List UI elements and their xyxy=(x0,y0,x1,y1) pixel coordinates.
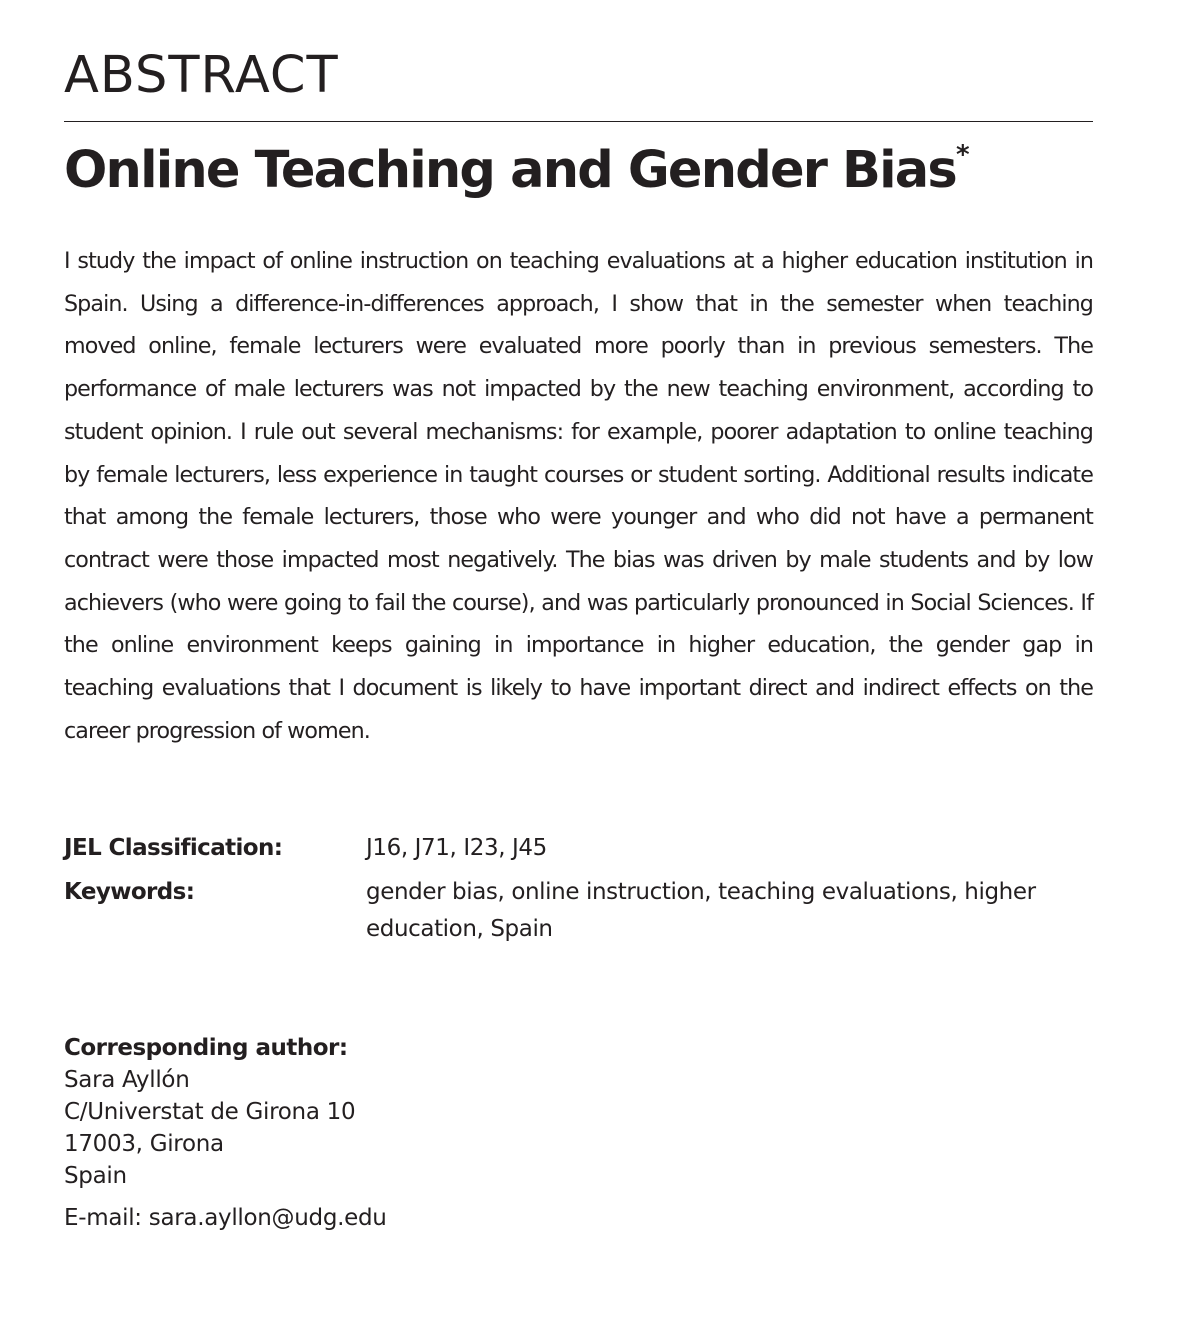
author-name: Sara Ayllón xyxy=(64,1067,190,1093)
keywords-value: gender bias, online instruction, teaching evaluations, higher education, Spain xyxy=(366,879,1036,942)
jel-value: J16, J71, I23, J45 xyxy=(366,835,547,861)
paper-title-text: Online Teaching and Gender Bias xyxy=(64,141,956,200)
author-address-line-1: C/Universtat de Girona 10 xyxy=(64,1099,356,1125)
author-email: E-mail: sara.ayllon@udg.edu xyxy=(64,1205,387,1231)
header-divider xyxy=(64,121,1093,122)
corresponding-author-heading: Corresponding author: xyxy=(64,1035,348,1061)
paper-title xyxy=(64,138,970,204)
title-footnote-mark: * xyxy=(955,140,970,170)
jel-label: JEL Classification: xyxy=(64,835,283,861)
author-address-line-2: 17003, Girona xyxy=(64,1131,224,1157)
corresponding-author-block xyxy=(64,1032,355,1192)
section-label: ABSTRACT xyxy=(64,46,339,105)
abstract-body: I study the impact of online instruction on teaching evaluations at a higher education institution in Spain. Using a difference-in-differences approach, I show that in the semester when teaching moved online, female lecturers were evaluated more poorly than in previous semesters. The performance of male lecturers was not impacted by the new teaching environment, according to student opinion. I rule out several mechanisms: for example, poorer adaptation to online teaching by female lecturers, less experience in taught courses or student sorting. Additional results indicate that among the female lecturers, those who were younger and who did not have a permanent contract were those impacted most negatively. The bias was driven by male students and by low achievers (who were going to fail the course), and was particularly pronounced in Social Sciences. If the online environment keeps gaining in importance in higher education, the gender gap in teaching evaluations that I document is likely to have important direct and indirect effects on the career progression of women. xyxy=(64,248,1093,744)
author-country: Spain xyxy=(64,1163,127,1189)
keywords-label: Keywords: xyxy=(64,879,195,905)
